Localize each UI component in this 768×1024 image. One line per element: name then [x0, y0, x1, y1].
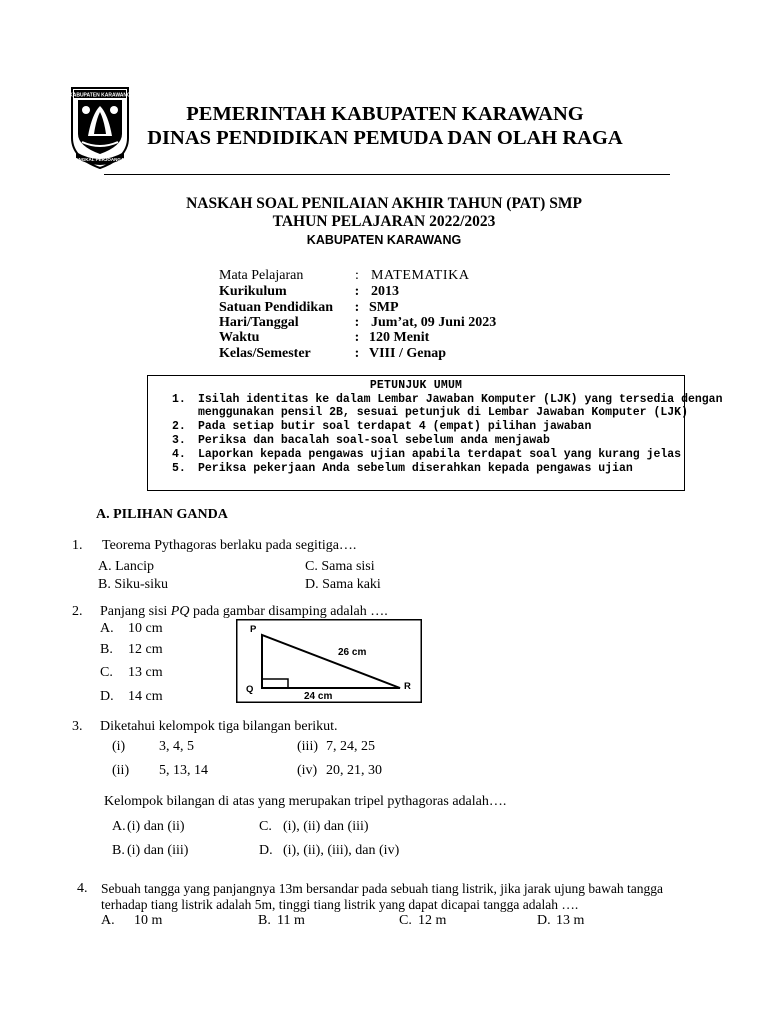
identity-value: 2013 — [371, 284, 399, 299]
option-d[interactable]: D. Sama kaki — [305, 577, 381, 592]
option-d[interactable]: D. — [100, 689, 114, 704]
identity-label: Hari/Tanggal — [219, 315, 299, 330]
right-triangle-figure — [236, 619, 422, 703]
set-roman: (iii) — [297, 739, 318, 754]
identity-row: Kelas/Semester : VIII / Genap — [219, 346, 447, 361]
option-b[interactable]: B. — [112, 843, 125, 858]
instruction-item: 3. Periksa dan bacalah soal-soal sebelum anda menjawab — [172, 434, 550, 447]
option-value: 13 m — [556, 913, 585, 928]
set-roman: (iv) — [297, 763, 318, 778]
option-b[interactable]: B. — [100, 642, 113, 657]
identity-label: Mata Pelajaran — [219, 268, 304, 283]
identity-row: Hari/Tanggal : Jum’at, 09 Juni 2023 — [219, 315, 497, 330]
option-d[interactable]: D. — [259, 843, 273, 858]
identity-label: Kurikulum — [219, 284, 287, 299]
exam-title: NASKAH SOAL PENILAIAN AKHIR TAHUN (PAT) SMP — [186, 195, 582, 212]
header-department-title: DINAS PENDIDIKAN PEMUDA DAN OLAH RAGA — [147, 127, 623, 149]
option-a[interactable]: A. — [100, 621, 114, 636]
vertex-q-label: Q — [246, 684, 254, 695]
instructions-title: PETUNJUK UMUM — [369, 379, 463, 392]
karawang-emblem-logo — [68, 86, 132, 170]
question-number: 3. — [72, 719, 83, 734]
section-heading: A. PILIHAN GANDA — [96, 507, 228, 522]
set-roman: (ii) — [112, 763, 130, 778]
option-value: 14 cm — [128, 689, 163, 704]
option-value: (i), (ii) dan (iii) — [283, 819, 369, 834]
option-a[interactable]: A. — [101, 913, 115, 928]
regency-subtitle: KABUPATEN KARAWANG — [306, 233, 462, 247]
identity-row: Mata Pelajaran : MATEMATIKA — [219, 268, 470, 283]
question-number: 2. — [72, 604, 83, 619]
logo-bottom-lettering: PANGKAL PERJOANGAN — [72, 157, 128, 162]
identity-row: Satuan Pendidikan : SMP — [219, 300, 399, 315]
question-text: Teorema Pythagoras berlaku pada segitiga…. — [102, 538, 357, 553]
option-value: 12 cm — [128, 642, 163, 657]
instruction-item: 4. Laporkan kepada pengawas ujian apabila terdapat soal yang kurang jelas — [172, 448, 682, 461]
identity-value: SMP — [369, 300, 399, 315]
option-value: 10 m — [134, 913, 163, 928]
question-text-line: Sebuah tangga yang panjangnya 13m bersandar pada sebuah tiang listrik, jika jarak ujung bawah tangga — [101, 881, 663, 896]
option-value: 13 cm — [128, 665, 163, 680]
option-b[interactable]: B. Siku-siku — [98, 577, 169, 592]
set-value: 7, 24, 25 — [326, 739, 375, 754]
option-value: 10 cm — [128, 621, 163, 636]
vertex-p-label: P — [250, 624, 257, 635]
option-value: 11 m — [277, 913, 305, 928]
identity-label: Satuan Pendidikan — [219, 300, 333, 315]
header-divider — [104, 174, 670, 175]
option-c[interactable]: C. — [399, 913, 412, 928]
header-government-title: PEMERINTAH KABUPATEN KARAWANG — [186, 103, 584, 125]
identity-value: MATEMATIKA — [371, 268, 470, 283]
option-a[interactable]: A. Lancip — [98, 559, 154, 574]
logo-top-lettering: KABUPATEN KARAWANG — [69, 92, 131, 99]
identity-value: VIII / Genap — [369, 346, 447, 361]
question-number: 1. — [72, 538, 83, 553]
instruction-item: menggunakan pensil 2B, sesuai petunjuk di Lembar Jawaban Komputer (LJK) — [198, 406, 688, 419]
base-length-label: 24 cm — [304, 691, 333, 702]
option-d[interactable]: D. — [537, 913, 551, 928]
instruction-item: 2. Pada setiap butir soal terdapat 4 (empat) pilihan jawaban — [172, 420, 592, 433]
option-c[interactable]: C. Sama sisi — [305, 559, 375, 574]
option-value: (i) dan (ii) — [127, 819, 185, 834]
identity-row: Waktu : 120 Menit — [219, 330, 430, 345]
question-number: 4. — [77, 881, 88, 896]
option-value: 12 m — [418, 913, 447, 928]
identity-label: Waktu — [219, 330, 260, 345]
general-instructions-box — [147, 375, 723, 491]
academic-year: TAHUN PELAJARAN 2022/2023 — [272, 213, 496, 230]
instruction-item: 1. Isilah identitas ke dalam Lembar Jawaban Komputer (LJK) yang tersedia dengan — [172, 393, 723, 406]
set-value: 5, 13, 14 — [159, 763, 208, 778]
option-value: (i), (ii), (iii), dan (iv) — [283, 843, 400, 858]
vertex-r-label: R — [404, 681, 411, 692]
option-value: (i) dan (iii) — [127, 843, 189, 858]
option-c[interactable]: C. — [259, 819, 272, 834]
question-text-line: terhadap tiang listrik adalah 5m, tinggi tiang listrik yang dapat dicapai tangga adalah …. — [101, 897, 579, 912]
question-text: Panjang sisi PQ pada gambar disamping adalah …. — [100, 604, 388, 619]
set-roman: (i) — [112, 739, 126, 754]
set-value: 20, 21, 30 — [326, 763, 382, 778]
set-value: 3, 4, 5 — [159, 739, 194, 754]
option-c[interactable]: C. — [100, 665, 113, 680]
question-prompt: Kelompok bilangan di atas yang merupakan tripel pythagoras adalah…. — [104, 794, 507, 809]
identity-value: Jum’at, 09 Juni 2023 — [371, 315, 497, 330]
option-a[interactable]: A. — [112, 819, 126, 834]
identity-value: 120 Menit — [369, 330, 430, 345]
option-b[interactable]: B. — [258, 913, 271, 928]
identity-label: Kelas/Semester — [219, 346, 311, 361]
instruction-item: 5. Periksa pekerjaan Anda sebelum diserahkan kepada pengawas ujian — [172, 462, 633, 475]
question-text: Diketahui kelompok tiga bilangan berikut. — [100, 719, 338, 734]
identity-row: Kurikulum : 2013 — [219, 284, 399, 299]
hypotenuse-length-label: 26 cm — [338, 647, 367, 658]
